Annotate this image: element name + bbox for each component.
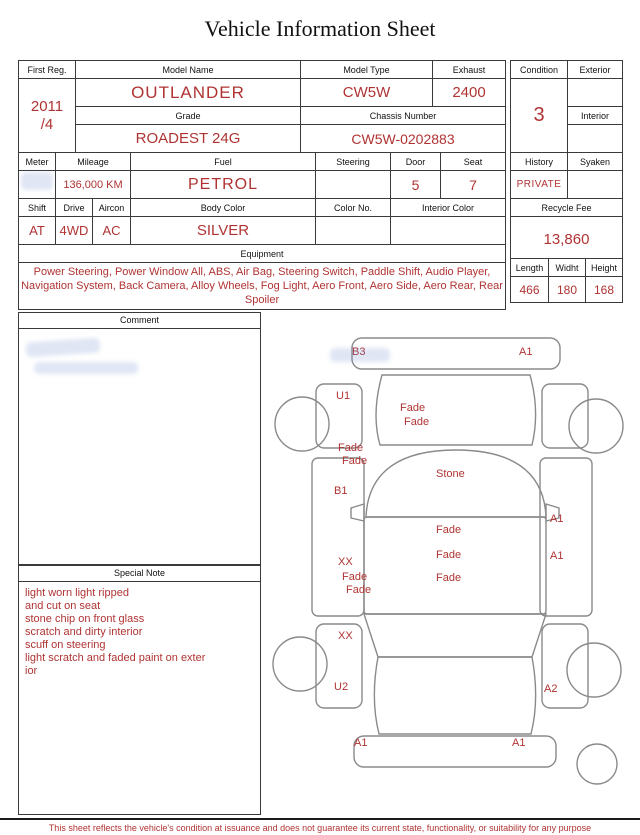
- exhaust-value: 2400: [433, 79, 506, 107]
- special-note-box: [18, 565, 261, 815]
- length-value: 466: [511, 277, 549, 303]
- damage-code-label: Fade: [436, 549, 462, 561]
- drive-value: 4WD: [56, 217, 93, 245]
- history-table: [510, 152, 623, 263]
- equipment-value: Power Steering, Power Window All, ABS, Air Bag, Steering Switch, Paddle Shift, Audio Player, Navigation System, Back Camera, Alloy Wheels, Fog Light, Aero Front, Aero Side, Aero Rear, Rear Spoiler: [19, 263, 506, 310]
- trunk-panel-shape: [374, 657, 535, 734]
- front-left-wheel: [275, 397, 329, 451]
- shift-value: AT: [19, 217, 56, 245]
- first-reg-month: /4: [40, 115, 54, 133]
- meter-label: Meter: [19, 153, 56, 171]
- damage-code-label: A1: [550, 550, 564, 562]
- page-title: Vehicle Information Sheet: [204, 16, 436, 41]
- steering-label: Steering: [316, 153, 391, 171]
- interior-color-label: Interior Color: [391, 199, 506, 217]
- first-reg-value: [19, 79, 76, 153]
- damage-code-label: Fade: [436, 524, 462, 536]
- interior-value: [568, 125, 623, 153]
- door-label: Door: [391, 153, 441, 171]
- damage-code-label: A2: [544, 683, 558, 695]
- height-label: Height: [586, 259, 623, 277]
- mileage-value: 136,000 KM: [56, 171, 131, 199]
- stamp-mark: [21, 172, 53, 190]
- stamp-mark: [34, 362, 138, 374]
- length-label: Length: [511, 259, 549, 277]
- damage-code-label: XX: [338, 556, 353, 568]
- special-note-text: [19, 582, 260, 683]
- recycle-fee-value: 13,860: [511, 217, 623, 263]
- front-right-wheel: [569, 399, 623, 453]
- damage-code-label: A1: [512, 737, 526, 749]
- exterior-value: [568, 79, 623, 107]
- exterior-label: Exterior: [568, 61, 623, 79]
- shift-label: Shift: [19, 199, 56, 217]
- damage-code-label: Fade: [404, 416, 430, 428]
- damage-code-label: A1: [519, 346, 533, 358]
- spare-wheel: [577, 744, 617, 784]
- comment-label: Comment: [19, 313, 260, 329]
- left-mirror-shape: [351, 504, 364, 521]
- grade-value: ROADEST 24G: [76, 125, 301, 153]
- fuel-value: PETROL: [131, 171, 316, 199]
- special-note-line: and cut on seat: [25, 600, 101, 612]
- windshield-shape: [366, 450, 546, 517]
- fuel-label: Fuel: [131, 153, 316, 171]
- special-note-line: scratch and dirty interior: [25, 626, 143, 638]
- grade-label: Grade: [76, 107, 301, 125]
- condition-table: [510, 60, 623, 153]
- model-type-label: Model Type: [301, 61, 433, 79]
- special-note-label: Special Note: [19, 566, 260, 582]
- spec-table: [18, 152, 506, 310]
- car-damage-diagram: [266, 312, 638, 804]
- height-value: 168: [586, 277, 623, 303]
- special-note-line: light scratch and faded paint on exter: [25, 652, 206, 664]
- interior-color-value: [391, 217, 506, 245]
- stamp-mark: [330, 348, 390, 362]
- aircon-value: AC: [93, 217, 131, 245]
- damage-code-label: A1: [354, 737, 368, 749]
- footer-disclaimer: This sheet reflects the vehicle's condition at issuance and does not guarantee its current state, functionality, or suitability for any purpose: [0, 818, 640, 833]
- condition-label: Condition: [511, 61, 568, 79]
- history-value: PRIVATE: [511, 171, 568, 199]
- aircon-label: Aircon: [93, 199, 131, 217]
- width-label: Widht: [549, 259, 586, 277]
- special-note-line: stone chip on front glass: [25, 613, 145, 625]
- chassis-number-value: CW5W-0202883: [301, 125, 506, 153]
- equipment-label: Equipment: [19, 245, 506, 263]
- vehicle-identity-table: [18, 60, 506, 153]
- right-door-panel-shape: [540, 458, 592, 616]
- first-reg-label: First Reg.: [19, 61, 76, 79]
- damage-code-label: B3: [352, 346, 366, 358]
- model-name-value: OUTLANDER: [76, 79, 301, 107]
- rear-left-wheel: [273, 637, 327, 691]
- right-front-fender-shape: [542, 384, 588, 448]
- damage-code-label: A1: [550, 513, 564, 525]
- syaken-label: Syaken: [568, 153, 623, 171]
- syaken-value: [568, 171, 623, 199]
- seat-label: Seat: [441, 153, 506, 171]
- rear-right-wheel: [567, 643, 621, 697]
- width-value: 180: [549, 277, 586, 303]
- damage-code-label: U1: [336, 390, 351, 402]
- damage-code-label: XX: [338, 630, 353, 642]
- damage-code-label: U2: [334, 681, 349, 693]
- model-name-label: Model Name: [76, 61, 301, 79]
- interior-label: Interior: [568, 107, 623, 125]
- damage-code-label: Fade: [342, 455, 368, 467]
- mileage-label: Mileage: [56, 153, 131, 171]
- damage-code-label: Fade: [338, 442, 364, 454]
- first-reg-year: 2011: [30, 98, 64, 116]
- rear-window-shape: [364, 614, 546, 657]
- rear-bumper-shape: [354, 736, 556, 767]
- damage-code-label: Fade: [346, 584, 372, 596]
- body-color-label: Body Color: [131, 199, 316, 217]
- history-label: History: [511, 153, 568, 171]
- damage-code-label: Fade: [342, 571, 368, 583]
- seat-value: 7: [441, 171, 506, 199]
- right-rear-quarter-shape: [542, 624, 588, 708]
- exhaust-label: Exhaust: [433, 61, 506, 79]
- damage-code-label: B1: [334, 485, 348, 497]
- color-no-value: [316, 217, 391, 245]
- chassis-number-label: Chassis Number: [301, 107, 506, 125]
- dimensions-table: [510, 258, 623, 303]
- drive-label: Drive: [56, 199, 93, 217]
- door-value: 5: [391, 171, 441, 199]
- special-note-line: light worn light ripped: [25, 587, 129, 599]
- damage-code-label: Fade: [400, 402, 426, 414]
- damage-code-label: Stone: [436, 468, 465, 480]
- color-no-label: Color No.: [316, 199, 391, 217]
- model-type-value: CW5W: [301, 79, 433, 107]
- damage-code-label: Fade: [436, 572, 462, 584]
- special-note-line: scuff on steering: [25, 639, 106, 651]
- recycle-fee-label: Recycle Fee: [511, 199, 623, 217]
- special-note-line: ior: [25, 665, 38, 677]
- steering-value: [316, 171, 391, 199]
- body-color-value: SILVER: [131, 217, 316, 245]
- condition-value: 3: [511, 79, 568, 153]
